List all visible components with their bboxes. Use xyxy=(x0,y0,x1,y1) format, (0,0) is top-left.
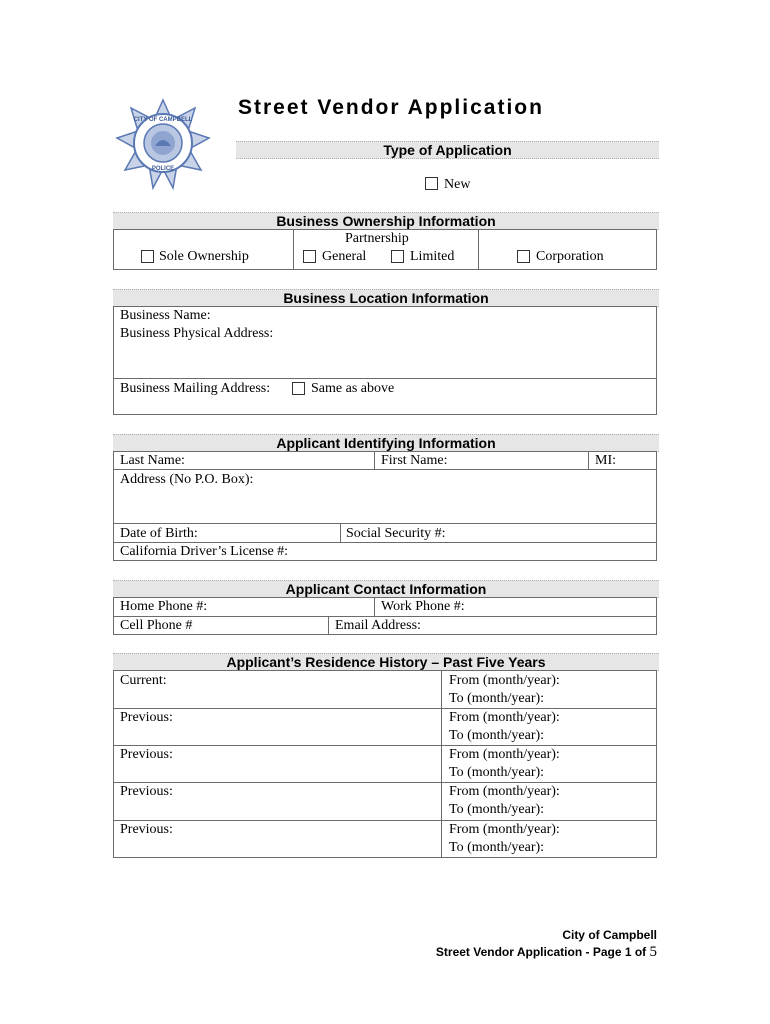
contact-heading xyxy=(113,580,659,598)
location-heading xyxy=(113,289,659,307)
limited-label: Limited xyxy=(410,249,455,264)
divider xyxy=(113,616,657,617)
new-label: New xyxy=(444,177,471,192)
first-name-field[interactable]: First Name: xyxy=(381,453,448,468)
residence-to-field[interactable]: To (month/year): xyxy=(449,840,545,855)
residence-from-field[interactable]: From (month/year): xyxy=(449,673,560,688)
ownership-heading xyxy=(113,212,659,230)
divider xyxy=(340,523,341,542)
divider xyxy=(113,469,657,470)
type-of-application-heading xyxy=(236,141,659,159)
residence-from-field[interactable]: From (month/year): xyxy=(449,784,560,799)
svg-text:CITY OF CAMPBELL: CITY OF CAMPBELL xyxy=(133,117,193,123)
police-badge-logo xyxy=(115,98,211,190)
same-as-above-checkbox[interactable] xyxy=(292,382,305,395)
cell-phone-field[interactable]: Cell Phone # xyxy=(120,618,193,633)
footer-page-prefix: Street Vendor Application - Page 1 of xyxy=(435,945,650,959)
svg-text:POLICE: POLICE xyxy=(151,166,175,172)
residence-previous-field[interactable]: Previous: xyxy=(120,822,173,837)
divider xyxy=(478,229,479,270)
footer-city: City of Campbell xyxy=(562,928,657,942)
residence-heading-text: Applicant’s Residence History – Past Five Years xyxy=(226,654,546,670)
residence-to-field[interactable]: To (month/year): xyxy=(449,765,545,780)
divider xyxy=(374,597,375,616)
residence-from-field[interactable]: From (month/year): xyxy=(449,822,560,837)
general-checkbox[interactable] xyxy=(303,250,316,263)
divider xyxy=(293,229,294,270)
corporation-checkbox[interactable] xyxy=(517,250,530,263)
limited-checkbox[interactable] xyxy=(391,250,404,263)
residence-heading xyxy=(113,653,659,671)
corporation-label: Corporation xyxy=(536,249,604,264)
identifying-heading xyxy=(113,434,659,452)
home-phone-field[interactable]: Home Phone #: xyxy=(120,599,208,614)
same-as-above-label: Same as above xyxy=(311,381,395,396)
divider xyxy=(113,745,657,746)
work-phone-field[interactable]: Work Phone #: xyxy=(381,599,465,614)
page-title: Street Vendor Application xyxy=(238,96,544,119)
date-of-birth-field[interactable]: Date of Birth: xyxy=(120,526,198,541)
type-heading-text: Type of Application xyxy=(383,142,512,158)
divider xyxy=(588,451,589,469)
residence-to-field[interactable]: To (month/year): xyxy=(449,802,545,817)
divider xyxy=(113,378,657,379)
divider xyxy=(113,820,657,821)
drivers-license-field[interactable]: California Driver’s License #: xyxy=(120,544,289,559)
business-name-field[interactable]: Business Name: xyxy=(120,308,211,323)
residence-from-field[interactable]: From (month/year): xyxy=(449,710,560,725)
divider xyxy=(441,670,442,858)
email-field[interactable]: Email Address: xyxy=(335,618,421,633)
divider xyxy=(113,523,657,524)
identifying-heading-text: Applicant Identifying Information xyxy=(276,435,496,451)
sole-ownership-label: Sole Ownership xyxy=(159,249,249,264)
residence-current-field[interactable]: Current: xyxy=(120,673,167,688)
business-physical-address-field[interactable]: Business Physical Address: xyxy=(120,326,274,341)
general-label: General xyxy=(322,249,367,264)
new-checkbox[interactable] xyxy=(425,177,438,190)
residence-previous-field[interactable]: Previous: xyxy=(120,784,173,799)
sole-ownership-checkbox[interactable] xyxy=(141,250,154,263)
residence-previous-field[interactable]: Previous: xyxy=(120,747,173,762)
residence-box xyxy=(113,670,657,858)
ssn-field[interactable]: Social Security #: xyxy=(346,526,446,541)
residence-to-field[interactable]: To (month/year): xyxy=(449,691,545,706)
residence-to-field[interactable]: To (month/year): xyxy=(449,728,545,743)
contact-heading-text: Applicant Contact Information xyxy=(285,581,487,597)
footer-page-info xyxy=(436,944,657,961)
divider xyxy=(113,782,657,783)
residence-previous-field[interactable]: Previous: xyxy=(120,710,173,725)
divider xyxy=(113,542,657,543)
partnership-label: Partnership xyxy=(345,231,409,246)
divider xyxy=(328,616,329,635)
ownership-heading-text: Business Ownership Information xyxy=(276,213,496,229)
last-name-field[interactable]: Last Name: xyxy=(120,453,185,468)
residence-from-field[interactable]: From (month/year): xyxy=(449,747,560,762)
divider xyxy=(113,708,657,709)
location-heading-text: Business Location Information xyxy=(283,290,489,306)
business-mailing-address-field[interactable]: Business Mailing Address: xyxy=(120,381,271,396)
mi-field[interactable]: MI: xyxy=(595,453,616,468)
divider xyxy=(374,451,375,469)
address-field[interactable]: Address (No P.O. Box): xyxy=(120,472,254,487)
footer-page-total: 5 xyxy=(649,944,657,960)
